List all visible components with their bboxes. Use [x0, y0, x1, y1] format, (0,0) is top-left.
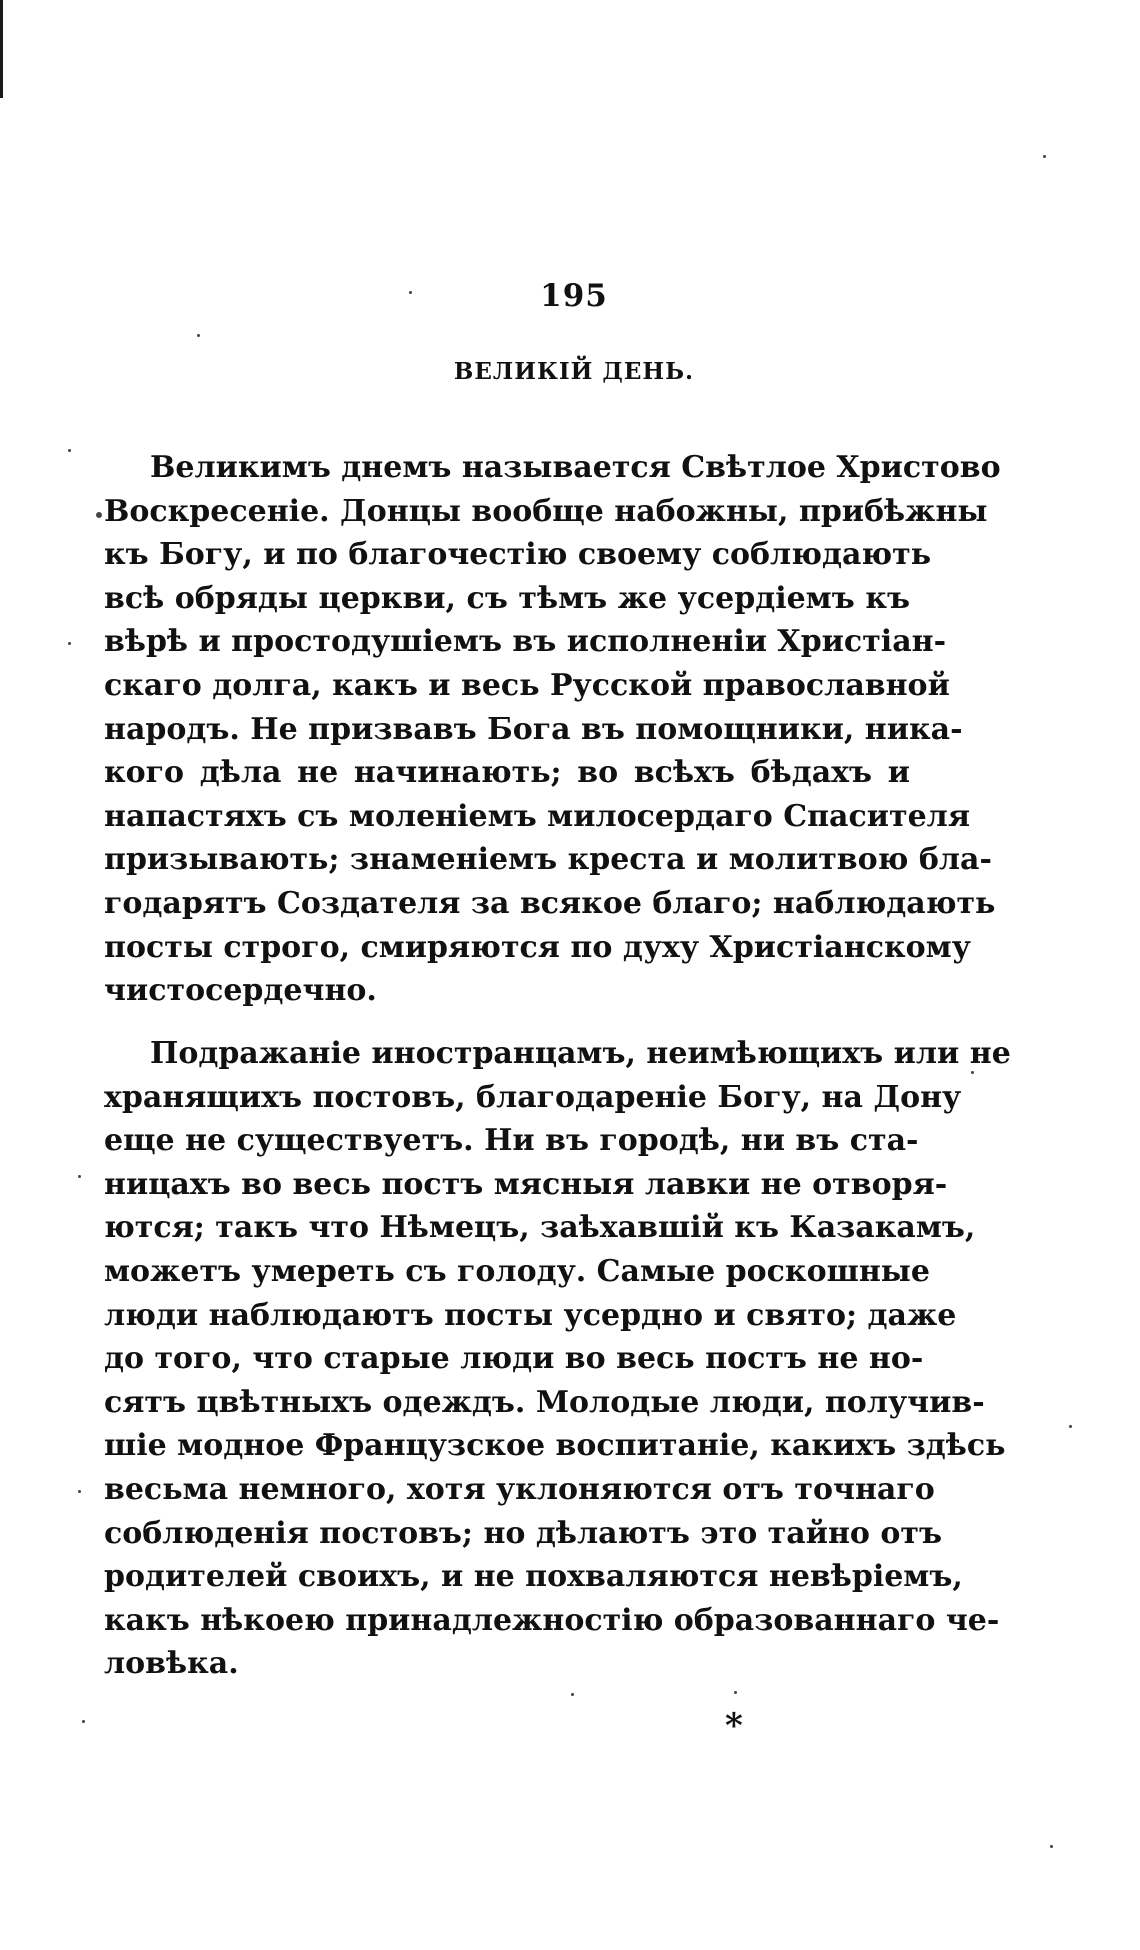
- text-line: ются; такъ что Нѣмецъ, заѣхавшій къ Казакамъ,: [104, 1210, 976, 1246]
- text-line: родителей своихъ, и не похваляются невѣріемъ,: [104, 1559, 963, 1595]
- chapter-title: ВЕЛИКІЙ ДЕНЬ.: [453, 358, 695, 385]
- page-number: 195: [540, 278, 608, 314]
- text-line: соблюденія постовъ; но дѣлаютъ это тайно отъ: [104, 1515, 942, 1551]
- scan-speck: [971, 1071, 974, 1074]
- scan-speck: [78, 1490, 81, 1493]
- text-line: еще не существуетъ. Ни въ городѣ, ни въ ста-: [104, 1123, 919, 1159]
- text-line: можетъ умереть съ голоду. Самые роскошные: [104, 1253, 930, 1289]
- scan-speck: [68, 642, 71, 645]
- text-line: посты строго, смиряются по духу Христіанскому: [104, 929, 971, 965]
- text-line: кого дѣла не начинають; во всѣхъ бѣдахъ и: [104, 755, 910, 791]
- text-line: шіе модное Французское воспитаніе, какихъ здѣсь: [104, 1428, 1006, 1464]
- text-line: скаго долга, какъ и весь Русской православной: [104, 667, 950, 703]
- scan-speck: [82, 1720, 85, 1723]
- scan-speck: [78, 1175, 81, 1178]
- scan-speck: [571, 1693, 574, 1696]
- text-line: весьма немного, хотя уклоняются отъ точнаго: [104, 1471, 935, 1507]
- text-line: Великимъ днемъ называется Свѣтлое Христово: [150, 450, 1001, 485]
- scan-speck: [1069, 1425, 1072, 1428]
- text-line: призывають; знаменіемъ креста и молитвою бла-: [104, 842, 992, 878]
- text-line: всѣ обряды церкви, съ тѣмъ же усердіемъ къ: [104, 580, 910, 616]
- page-edge-mark: [0, 0, 3, 98]
- text-line: годарятъ Создателя за всякое благо; наблюдають: [104, 885, 996, 921]
- scan-speck: [197, 334, 200, 337]
- text-line: ницахъ во весь постъ мясныя лавки не отворя-: [104, 1166, 948, 1202]
- scan-speck: [1043, 155, 1046, 158]
- section-separator: *: [725, 1706, 743, 1746]
- scan-speck: [734, 1691, 737, 1694]
- text-line: люди наблюдаютъ посты усердно и свято; даже: [104, 1297, 957, 1333]
- text-line: какъ нѣкоею принадлежностію образованнаго че-: [104, 1602, 1000, 1638]
- scan-speck: [68, 449, 71, 452]
- text-line: народъ. Не призвавъ Бога въ помощники, ника-: [104, 711, 963, 747]
- text-line: Воскресеніе. Донцы вообще набожны, прибѣжны: [104, 493, 988, 529]
- text-line: чистосердечно.: [104, 973, 377, 1009]
- paragraph-1: [104, 446, 1001, 1013]
- paragraph-2: [104, 1032, 1011, 1686]
- text-line: сятъ цвѣтныхъ одеждъ. Молодые люди, получив-: [104, 1384, 985, 1420]
- text-line: вѣрѣ и простодушіемъ въ исполненіи Христіан-: [104, 624, 947, 660]
- text-line: ловѣка.: [104, 1646, 239, 1682]
- text-line: напастяхъ съ моленіемъ милосердаго Спасителя: [104, 798, 971, 834]
- text-line: до того, что старые люди во весь постъ не но-: [104, 1341, 924, 1377]
- text-line: къ Богу, и по благочестію своему соблюдають: [104, 537, 932, 573]
- text-line: хранящихъ постовъ, благодареніе Богу, на Дону: [104, 1079, 962, 1115]
- scan-speck: [409, 291, 412, 294]
- scan-speck: [1050, 1845, 1053, 1848]
- text-line: Подражаніе иностранцамъ, неимѣющихъ или не: [150, 1036, 1011, 1071]
- scan-speck: [96, 512, 102, 518]
